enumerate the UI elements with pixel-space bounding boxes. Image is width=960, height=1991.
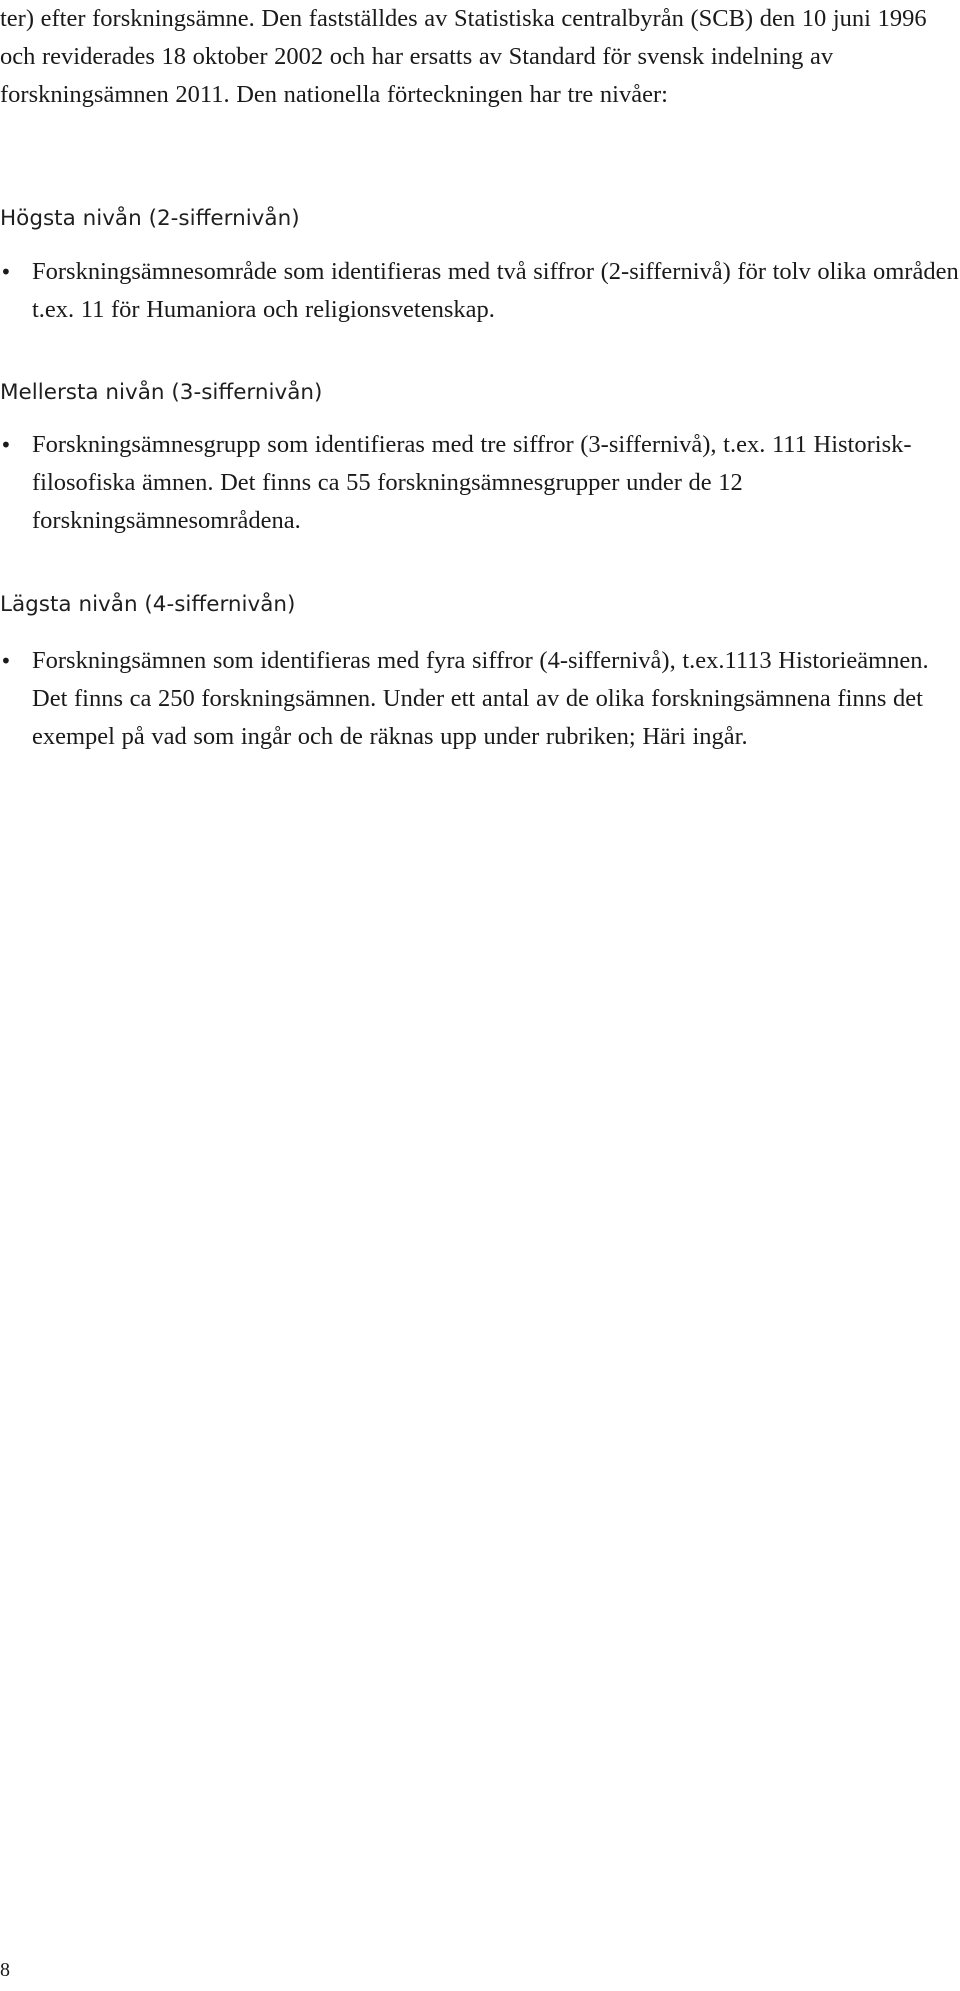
page-number: 8 (0, 1959, 10, 1981)
bullet-text: Forskningsämnesområde som identifieras med två siffror (2-siffernivå) för tolv olika områden t.ex. 11 för Humaniora och religionsvetenskap. (32, 258, 959, 323)
bullet-icon: • (0, 649, 12, 673)
list-item-middle-level (0, 426, 960, 540)
list-item-lowest-level (0, 642, 960, 756)
bullet-text: Forskningsämnesgrupp som identifieras med tre siffror (3-siffernivå), t.ex. 111 Historisk-filosofiska ämnen. Det finns ca 55 forskningsämnesgrupper under de 12 forskningsämnesområdena. (32, 431, 912, 534)
heading-highest-level: Högsta nivån (2-siffernivån) (0, 206, 300, 231)
bullet-text: Forskningsämnen som identifieras med fyra siffror (4-siffernivå), t.ex.1113 Historieämnen. Det finns ca 250 forskningsämnen. Under ett antal av de olika forskningsämnena finns det exempel på vad som ingår och de räknas upp under rubriken; Häri ingår. (32, 647, 929, 750)
heading-middle-level: Mellersta nivån (3-siffernivån) (0, 380, 323, 405)
intro-paragraph: ter) efter forskningsämne. Den fastställdes av Statistiska centralbyrån (SCB) den 10 juni 1996 och reviderades 18 oktober 2002 och har ersatts av Standard för svensk indelning av forskningsämnen 2011. Den nationella förteckningen har tre nivåer: (0, 5, 927, 108)
bullet-icon: • (0, 433, 12, 457)
list-item-highest-level (0, 253, 960, 329)
bullet-icon: • (0, 260, 12, 284)
heading-lowest-level: Lägsta nivån (4-siffernivån) (0, 592, 296, 617)
